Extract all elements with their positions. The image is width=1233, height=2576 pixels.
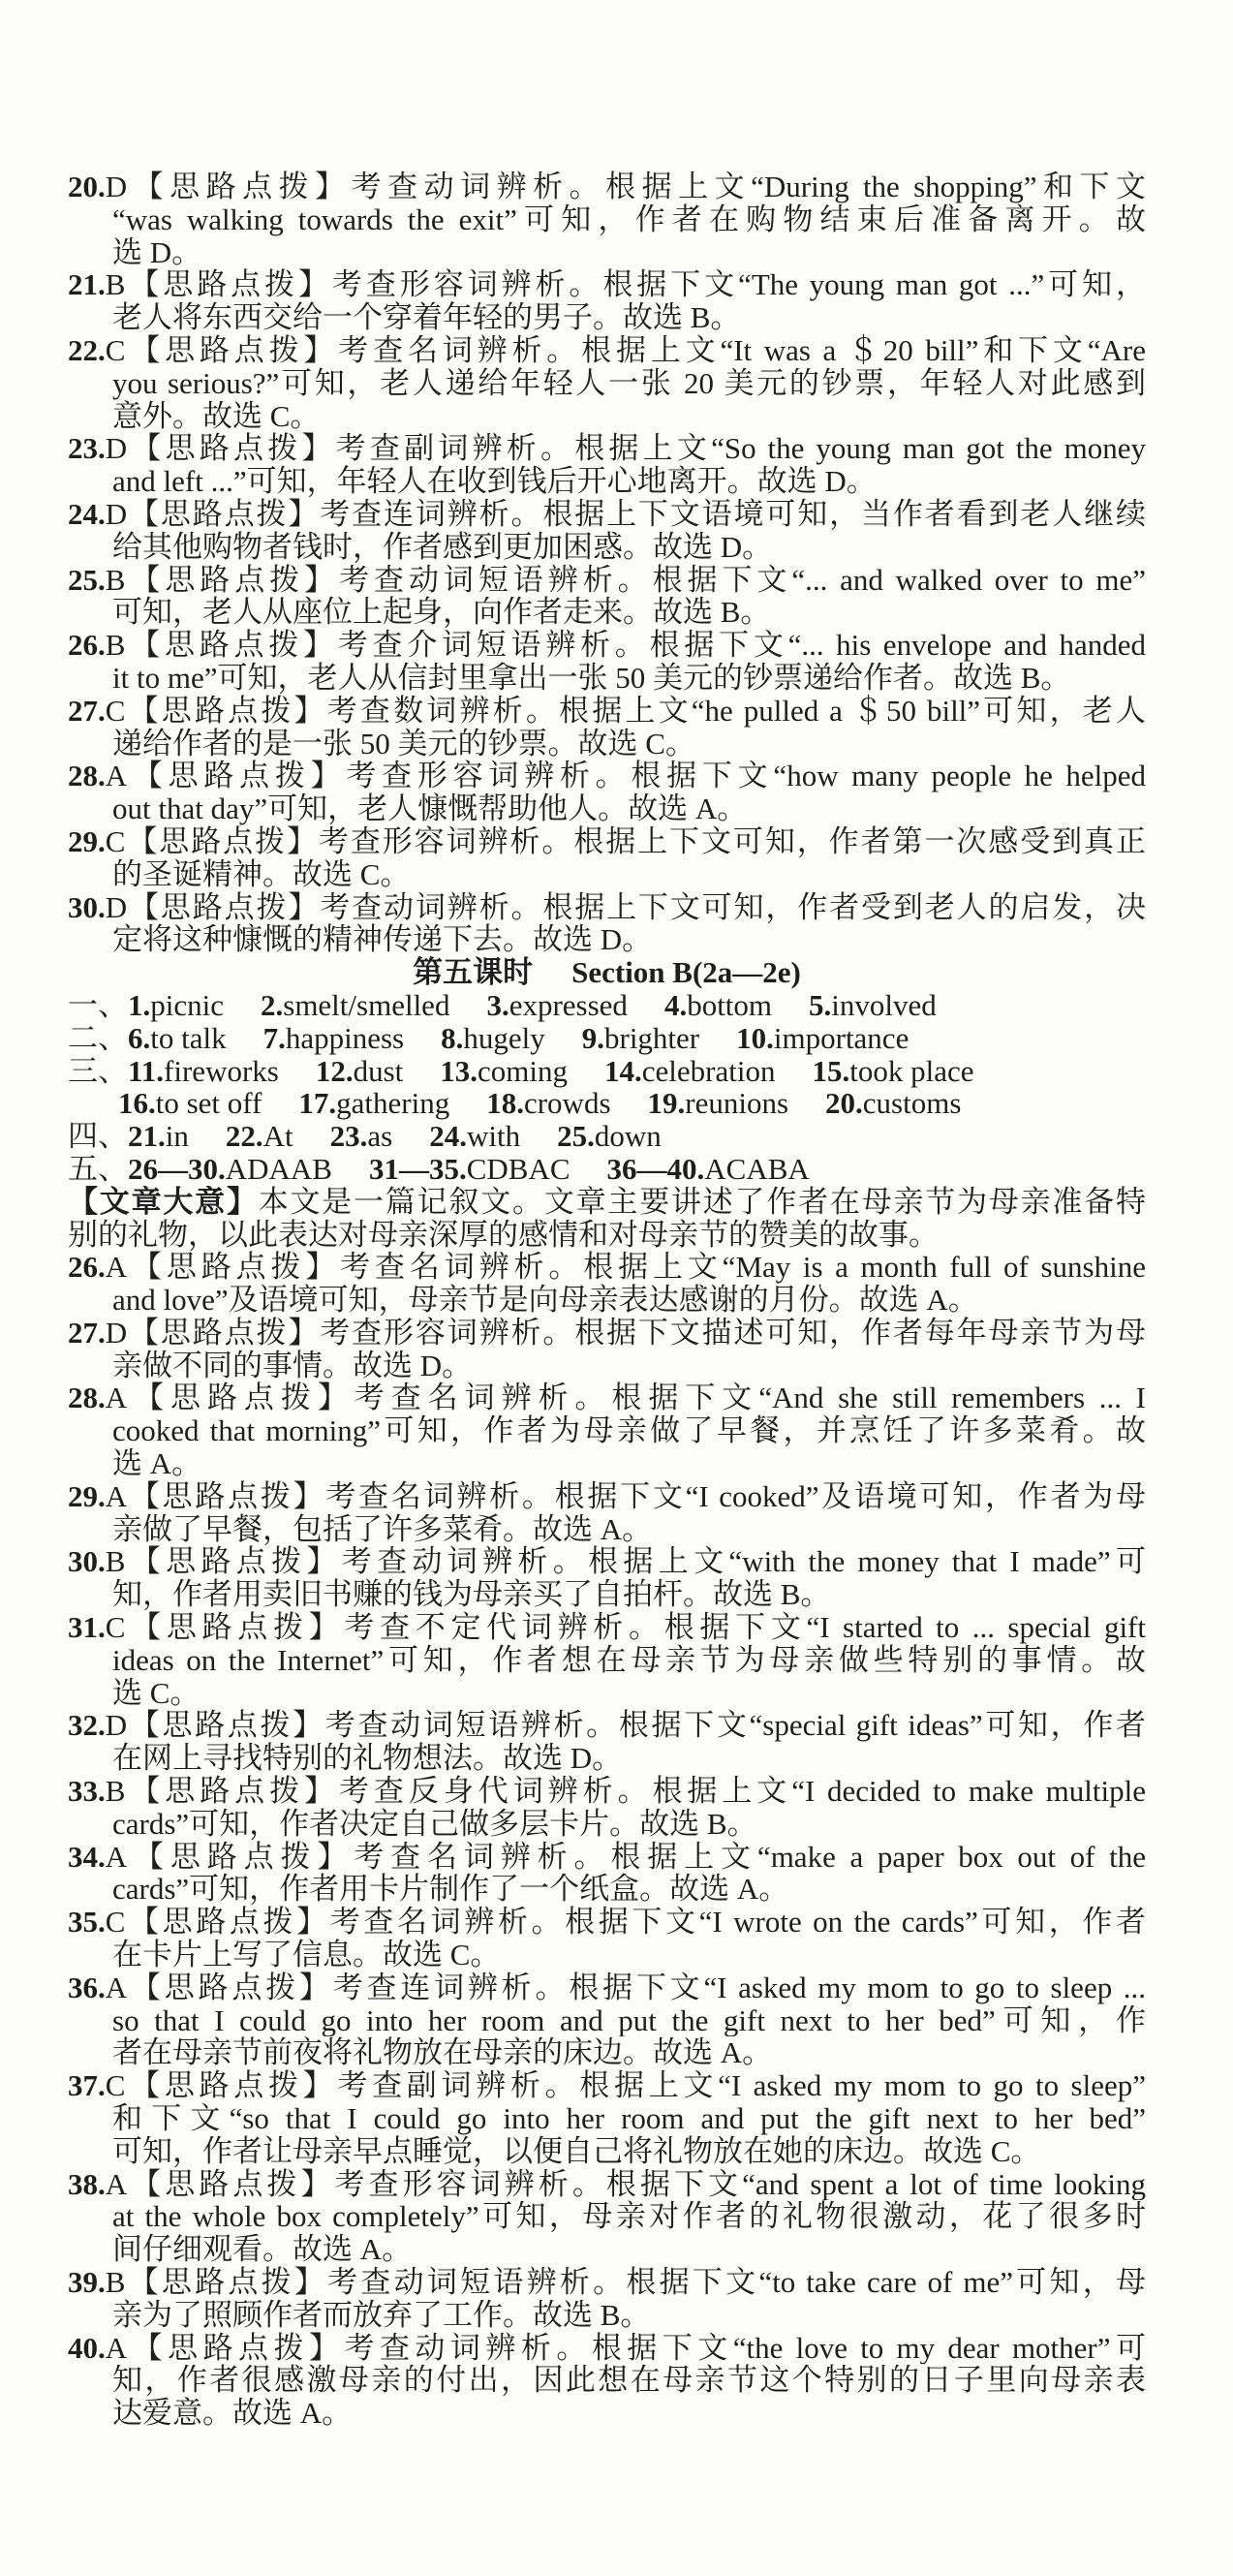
- question-number: 38.: [68, 2167, 106, 2201]
- explanation-text: 在卡片上写了信息。故选 C。: [112, 1938, 501, 1972]
- explanation-text: A【思路点拨】考查名词辨析。根据下文“And she still remembers ... I: [105, 1381, 1146, 1415]
- answer-explanation: [68, 1480, 1146, 1546]
- answer-number: 23.: [329, 1119, 368, 1154]
- explanation-text: 选 A。: [112, 1446, 202, 1481]
- explanation-line: [68, 465, 1146, 498]
- answer-item: [441, 1021, 545, 1055]
- question-number: 26.: [68, 1251, 106, 1285]
- explanation-text: 老人将东西交给一个穿着年轻的男子。故选 B。: [112, 300, 741, 335]
- answer-explanation: [68, 498, 1146, 564]
- question-number: 29.: [68, 1479, 106, 1513]
- answer-item: [486, 988, 627, 1022]
- explanation-text: ideas on the Internet”可知，作者想在母亲节为母亲做些特别的事情。故: [112, 1643, 1146, 1677]
- answer-explanation: [68, 760, 1146, 825]
- explanation-text: so that I could go into her room and put the gift next to her bed”可知，作: [112, 2003, 1146, 2037]
- answer-explanation: [68, 1381, 1146, 1479]
- explanation-line: [68, 400, 1146, 433]
- answer-value: At: [262, 1119, 293, 1154]
- explanation-text: B【思路点拨】考查动词辨析。根据上文“with the money that I made”可: [105, 1545, 1146, 1579]
- answer-number: 16.: [118, 1086, 156, 1121]
- explanation-line: [68, 334, 1146, 367]
- question-number: 37.: [68, 2069, 106, 2103]
- explanation-text: 亲做不同的事情。故选 D。: [112, 1348, 473, 1382]
- answer-item: [263, 1021, 405, 1055]
- lesson-title: 第五课时: [413, 955, 534, 990]
- answer-item: [809, 988, 937, 1022]
- explanation-line: [68, 1906, 1146, 1939]
- explanation-line: [68, 825, 1146, 858]
- article-summary: [68, 1186, 1146, 1252]
- explanation-text: D【思路点拨】考查动词辨析。根据上文“During the shopping”和下文: [105, 171, 1146, 203]
- answer-item: [369, 1152, 570, 1186]
- question-number: 28.: [68, 760, 106, 793]
- answer-item: [429, 1119, 520, 1153]
- question-number: 35.: [68, 1906, 106, 1940]
- explanation-text: 知，作者很感激母亲的付出，因此想在母亲节这个特别的日子里向母亲表: [112, 2364, 1146, 2398]
- question-number: 20.: [68, 171, 106, 203]
- answer-item: [128, 988, 224, 1022]
- answer-number: 12.: [315, 1053, 354, 1088]
- answer-value: picnic: [150, 987, 224, 1022]
- answer-explanation: [68, 432, 1146, 498]
- answer-value: down: [594, 1119, 662, 1154]
- explanation-text: D【思路点拨】考查动词辨析。根据上下文可知，作者受到老人的启发，决: [105, 890, 1146, 924]
- answer-explanation: [68, 1906, 1146, 1971]
- explanation-text: 和下文“so that I could go into her room and put the gift next to her bed”: [112, 2102, 1146, 2135]
- explanation-line: [68, 2069, 1146, 2102]
- explanation-line: [68, 1939, 1146, 1971]
- explanation-line: [68, 2233, 1146, 2266]
- answer-item: [557, 1119, 662, 1153]
- explanation-line: [68, 1513, 1146, 1546]
- summary-line: [68, 1219, 1146, 1252]
- explanation-text: 递给作者的是一张 50 美元的钞票。故选 C。: [112, 726, 695, 760]
- explanation-line: [68, 301, 1146, 334]
- explanation-line: [68, 236, 1146, 269]
- answer-number: 14.: [604, 1053, 642, 1088]
- answer-number: 20.: [825, 1086, 863, 1121]
- answer-value: to talk: [150, 1020, 227, 1055]
- explanation-text: A【思路点拨】考查名词辨析。根据下文“I cooked”及语境可知，作者为母: [105, 1479, 1146, 1513]
- answer-value: hugely: [463, 1020, 545, 1055]
- answer-explanation: [68, 1775, 1146, 1841]
- answer-item: [607, 1152, 810, 1186]
- explanation-line: [68, 268, 1146, 301]
- explanation-text: at the whole box completely”可知，母亲对作者的礼物很激动，花了很多时: [112, 2200, 1146, 2234]
- answer-number: 10.: [736, 1020, 774, 1055]
- answer-value: importance: [773, 1020, 909, 1055]
- explanation-text: C【思路点拨】考查副词辨析。根据上文“I asked my mom to go to sleep”: [105, 2069, 1146, 2103]
- explanation-text: C【思路点拨】考查不定代词辨析。根据下文“I started to ... special gift: [105, 1611, 1146, 1644]
- answer-item: [261, 988, 449, 1022]
- question-number: 25.: [68, 563, 106, 597]
- question-number: 21.: [68, 268, 106, 302]
- answer-explanation: [68, 1841, 1146, 1907]
- answer-value: brighter: [604, 1020, 700, 1055]
- answer-explanation: [68, 629, 1146, 695]
- answer-number: 31—35.: [368, 1151, 467, 1186]
- explanation-line: [68, 2266, 1146, 2299]
- explanation-line: [68, 2004, 1146, 2037]
- answer-item: [440, 1054, 568, 1088]
- explanation-line: [68, 1447, 1146, 1480]
- answer-number: 21.: [128, 1119, 166, 1154]
- explanation-line: [68, 891, 1146, 924]
- explanation-line: [68, 367, 1146, 400]
- explanation-line: [68, 629, 1146, 662]
- explanation-line: [68, 2102, 1146, 2135]
- explanation-text: A【思路点拨】考查形容词辨析。根据下文“and spent a lot of time looking: [105, 2167, 1146, 2201]
- answer-item: [330, 1119, 393, 1153]
- answer-number: 7.: [262, 1020, 286, 1055]
- answer-item: [128, 1152, 332, 1186]
- answer-value: took place: [849, 1053, 974, 1088]
- answer-number: 22.: [225, 1119, 263, 1154]
- answer-value: gathering: [336, 1086, 450, 1121]
- explanation-line: [68, 1545, 1146, 1578]
- answer-row: [68, 1055, 1146, 1088]
- answer-explanation: [68, 268, 1146, 334]
- explanation-line: [68, 564, 1146, 597]
- explanation-text: 给其他购物者钱时，作者感到更加困惑。故选 D。: [112, 529, 773, 564]
- explanation-text: 意外。故选 C。: [112, 398, 321, 433]
- explanation-text: A【思路点拨】考查名词辨析。根据上文“May is a month full of sunshine: [105, 1251, 1146, 1285]
- explanation-line: [68, 1644, 1146, 1677]
- answer-number: 9.: [581, 1020, 604, 1055]
- answer-item: [664, 988, 772, 1022]
- explanation-line: [68, 432, 1146, 465]
- explanation-line: [68, 1480, 1146, 1513]
- answer-explanation: [68, 564, 1146, 630]
- explanation-text: 间仔细观看。故选 A。: [112, 2232, 413, 2267]
- answer-explanation: [68, 1251, 1146, 1317]
- explanation-line: [68, 1742, 1146, 1775]
- explanation-text: D【思路点拨】考查形容词辨析。根据下文描述可知，作者每年母亲节为母: [105, 1316, 1146, 1350]
- answer-value: smelt/smelled: [283, 987, 450, 1022]
- section-title: Section B(2a—2e): [571, 955, 801, 990]
- explanation-line: [68, 1578, 1146, 1611]
- answer-explanation: [68, 1709, 1146, 1775]
- question-number: 22.: [68, 333, 106, 367]
- answer-number: 2.: [261, 987, 284, 1022]
- answer-explanation: [68, 1545, 1146, 1611]
- explanation-line: [68, 531, 1146, 564]
- explanation-text: 选 C。: [112, 1675, 200, 1710]
- explanation-text: B【思路点拨】考查动词短语辨析。根据下文“to take care of me”可知，母: [105, 2266, 1146, 2299]
- explanation-text: C【思路点拨】考查数词辨析。根据上文“he pulled a ＄50 bill”可知，老人: [105, 694, 1146, 728]
- explanation-line: [68, 203, 1146, 236]
- question-number: 29.: [68, 824, 106, 858]
- explanation-line: [68, 1350, 1146, 1382]
- answer-value: ADAAB: [225, 1151, 332, 1186]
- explanation-text: cards”可知，作者决定自己做多层卡片。故选 B。: [112, 1806, 757, 1841]
- answer-explanation: [68, 695, 1146, 760]
- answer-item: [316, 1054, 403, 1088]
- answer-explanation: [68, 171, 1146, 268]
- question-number: 27.: [68, 1316, 106, 1350]
- question-number: 30.: [68, 890, 106, 924]
- answer-value: fireworks: [164, 1053, 279, 1088]
- explanation-line: [68, 792, 1146, 825]
- explanation-text: “was walking towards the exit”可知，作者在购物结束后准备离开。故: [112, 202, 1146, 236]
- answer-number: 18.: [486, 1086, 524, 1121]
- explanation-text: 者在母亲节前夜将礼物放在母亲的床边。故选 A。: [112, 2035, 773, 2070]
- explanation-line: [68, 171, 1146, 203]
- answer-item: [648, 1086, 789, 1120]
- answer-explanation: [68, 334, 1146, 432]
- answer-value: crowds: [523, 1086, 611, 1121]
- explanation-text: and left ...”可知，年轻人在收到钱后开心地离开。故选 D。: [112, 464, 877, 499]
- explanation-line: [68, 2364, 1146, 2397]
- explanation-text: you serious?”可知，老人递给年轻人一张 20 美元的钞票，年轻人对此感到: [112, 366, 1146, 400]
- explanation-line: [68, 1381, 1146, 1414]
- explanation-text: A【思路点拨】考查动词辨析。根据下文“the love to my dear mother”可: [105, 2331, 1146, 2365]
- answer-number: 25.: [557, 1119, 595, 1154]
- explanation-text: 亲做了早餐，包括了许多菜肴。故选 A。: [112, 1511, 653, 1546]
- question-number: 32.: [68, 1709, 106, 1743]
- answer-value: coming: [478, 1053, 569, 1088]
- summary-line: [68, 1186, 1146, 1219]
- answer-explanation: [68, 1611, 1146, 1709]
- answer-value: expressed: [509, 987, 628, 1022]
- answer-value: bottom: [687, 987, 773, 1022]
- explanation-line: [68, 1775, 1146, 1808]
- explanation-line: [68, 923, 1146, 956]
- answer-explanation: [68, 1317, 1146, 1382]
- explanation-line: [68, 1709, 1146, 1742]
- explanation-text: out that day”可知，老人慷慨帮助他人。故选 A。: [112, 791, 748, 826]
- explanation-line: [68, 1414, 1146, 1447]
- answer-value: happiness: [285, 1020, 405, 1055]
- summary-text: 别的礼物，以此表达对母亲深厚的感情和对母亲节的赞美的故事。: [68, 1217, 939, 1252]
- explanation-text: 定将这种慷慨的精神传递下去。故选 D。: [112, 922, 653, 957]
- explanation-text: 的圣诞精神。故选 C。: [112, 856, 411, 891]
- answer-explanation: [68, 2332, 1146, 2430]
- answer-item: [825, 1086, 961, 1120]
- answer-explanation: [68, 2168, 1146, 2266]
- explanation-line: [68, 1677, 1146, 1710]
- answer-item: [812, 1054, 973, 1088]
- answer-row: [68, 1022, 1146, 1055]
- answer-number: 26—30.: [128, 1151, 226, 1186]
- explanation-text: C【思路点拨】考查形容词辨析。根据上下文可知，作者第一次感受到真正: [105, 824, 1146, 858]
- answer-row: [68, 1087, 1146, 1120]
- answer-item: [582, 1021, 699, 1055]
- summary-text: 本文是一篇记叙文。文章主要讲述了作者在母亲节为母亲准备特: [258, 1185, 1146, 1219]
- answer-explanation: [68, 2266, 1146, 2332]
- answer-explanation: [68, 1971, 1146, 2069]
- question-number: 28.: [68, 1381, 106, 1415]
- explanation-line: [68, 1971, 1146, 2004]
- row-prefix: 一、: [68, 987, 128, 1022]
- explanation-text: 知，作者用卖旧书赚的钱为母亲买了自拍杆。故选 B。: [112, 1577, 831, 1612]
- explanation-text: A【思路点拨】考查名词辨析。根据上文“make a paper box out of the: [105, 1840, 1146, 1874]
- answer-row: [68, 989, 1146, 1022]
- question-number: 26.: [68, 629, 106, 662]
- explanation-text: D【思路点拨】考查动词短语辨析。根据下文“special gift ideas”可知，作者: [105, 1709, 1146, 1743]
- explanation-line: [68, 728, 1146, 760]
- explanation-text: 可知，作者让母亲早点睡觉，以便自己将礼物放在她的床边。故选 C。: [112, 2133, 1041, 2168]
- explanation-text: 在网上寻找特别的礼物想法。故选 D。: [112, 1741, 623, 1776]
- answer-value: to set off: [155, 1086, 262, 1121]
- answer-explanation: [68, 891, 1146, 957]
- explanation-text: B【思路点拨】考查形容词辨析。根据下文“The young man got ...”可知，: [105, 268, 1146, 302]
- explanation-line: [68, 1284, 1146, 1317]
- explanation-text: C【思路点拨】考查名词辨析。根据下文“I wrote on the cards”可知，作者: [105, 1906, 1146, 1940]
- answer-value: as: [367, 1119, 393, 1154]
- answer-number: 1.: [128, 987, 151, 1022]
- explanation-text: 亲为了照顾作者而放弃了工作。故选 B。: [112, 2297, 651, 2332]
- answer-value: with: [466, 1119, 521, 1154]
- question-number: 23.: [68, 432, 106, 466]
- explanation-line: [68, 2397, 1146, 2430]
- row-prefix: 三、: [68, 1053, 128, 1088]
- explanation-line: [68, 1611, 1146, 1644]
- answer-value: customs: [862, 1086, 962, 1121]
- explanation-line: [68, 2332, 1146, 2365]
- answer-number: 13.: [440, 1053, 478, 1088]
- answer-item: [128, 1054, 279, 1088]
- answer-item: [226, 1119, 293, 1153]
- explanation-text: A【思路点拨】考查连词辨析。根据下文“I asked my mom to go to sleep ...: [105, 1971, 1146, 2004]
- question-number: 40.: [68, 2331, 106, 2365]
- row-prefix: 四、: [68, 1119, 128, 1154]
- explanation-line: [68, 1808, 1146, 1841]
- explanation-text: B【思路点拨】考查介词短语辨析。根据下文“... his envelope and handed: [105, 629, 1146, 662]
- answer-key-page: [68, 171, 1146, 2430]
- explanation-line: [68, 858, 1146, 891]
- explanation-text: cards”可知，作者用卡片制作了一个纸盒。故选 A。: [112, 1872, 789, 1907]
- explanation-line: [68, 2200, 1146, 2233]
- explanation-text: it to me”可知，老人从信封里拿出一张 50 美元的钞票递给作者。故选 B。: [112, 660, 1071, 695]
- explanation-text: B【思路点拨】考查动词短语辨析。根据下文“... and walked over to me”: [105, 563, 1146, 597]
- answer-item: [604, 1054, 775, 1088]
- explanation-text: 达爱意。故选 A。: [112, 2396, 353, 2431]
- answer-item: [486, 1086, 610, 1120]
- answer-row: [68, 1153, 1146, 1186]
- explanation-text: and love”及语境可知，母亲节是向母亲表达感谢的月份。故选 A。: [112, 1283, 978, 1318]
- answer-item: [128, 1119, 189, 1153]
- answer-value: involved: [831, 987, 937, 1022]
- explanation-line: [68, 2135, 1146, 2168]
- answer-row: [68, 1120, 1146, 1153]
- question-number: 31.: [68, 1611, 106, 1644]
- explanation-line: [68, 662, 1146, 695]
- answer-item: [118, 1086, 262, 1120]
- answer-number: 11.: [128, 1053, 165, 1088]
- question-number: 39.: [68, 2266, 106, 2299]
- answer-number: 4.: [663, 987, 688, 1022]
- answer-value: CDBAC: [466, 1151, 570, 1186]
- answer-number: 36—40.: [606, 1151, 705, 1186]
- answer-number: 3.: [486, 987, 509, 1022]
- answer-explanation: [68, 2069, 1146, 2167]
- answer-number: 6.: [128, 1020, 151, 1055]
- explanation-line: [68, 1841, 1146, 1874]
- question-number: 33.: [68, 1775, 106, 1808]
- explanation-line: [68, 760, 1146, 792]
- answer-item: [298, 1086, 449, 1120]
- answer-item: [736, 1021, 909, 1055]
- explanation-line: [68, 2299, 1146, 2332]
- answer-value: ACABA: [704, 1151, 810, 1186]
- answer-explanation: [68, 825, 1146, 891]
- explanation-text: B【思路点拨】考查反身代词辨析。根据上文“I decided to make multiple: [105, 1775, 1146, 1808]
- explanation-line: [68, 1251, 1146, 1284]
- answer-number: 5.: [809, 987, 832, 1022]
- explanation-text: 选 D。: [112, 234, 202, 269]
- answer-value: dust: [353, 1053, 404, 1088]
- question-number: 27.: [68, 694, 106, 728]
- row-prefix: 二、: [68, 1020, 128, 1055]
- answer-number: 19.: [647, 1086, 686, 1121]
- section-heading: [68, 956, 1146, 989]
- explanation-line: [68, 596, 1146, 629]
- answer-item: [128, 1021, 227, 1055]
- answer-value: reunions: [685, 1086, 789, 1121]
- answer-number: 24.: [429, 1119, 467, 1154]
- question-number: 34.: [68, 1840, 106, 1874]
- explanation-text: 可知，老人从座位上起身，向作者走来。故选 B。: [112, 595, 771, 630]
- answer-value: celebration: [641, 1053, 776, 1088]
- summary-label: 【文章大意】: [68, 1185, 259, 1219]
- answer-value: in: [165, 1119, 189, 1154]
- explanation-line: [68, 695, 1146, 728]
- explanation-text: D【思路点拨】考查连词辨析。根据上下文语境可知，当作者看到老人继续: [105, 497, 1146, 531]
- question-number: 30.: [68, 1545, 106, 1579]
- question-number: 36.: [68, 1971, 106, 2004]
- explanation-line: [68, 2036, 1146, 2069]
- explanation-line: [68, 1873, 1146, 1906]
- answer-number: 15.: [812, 1053, 850, 1088]
- explanation-text: cooked that morning”可知，作者为母亲做了早餐，并烹饪了许多菜肴。故: [112, 1414, 1146, 1448]
- explanation-line: [68, 2168, 1146, 2201]
- answer-number: 8.: [441, 1020, 464, 1055]
- explanation-text: C【思路点拨】考查名词辨析。根据上文“It was a ＄20 bill”和下文“Are: [105, 333, 1146, 367]
- explanation-text: A【思路点拨】考查形容词辨析。根据下文“how many people he helped: [105, 760, 1146, 793]
- question-number: 24.: [68, 497, 106, 531]
- explanation-text: D【思路点拨】考查副词辨析。根据上文“So the young man got the money: [105, 432, 1146, 466]
- explanation-line: [68, 1317, 1146, 1350]
- explanation-line: [68, 498, 1146, 531]
- answer-number: 17.: [298, 1086, 337, 1121]
- row-prefix: 五、: [68, 1151, 128, 1186]
